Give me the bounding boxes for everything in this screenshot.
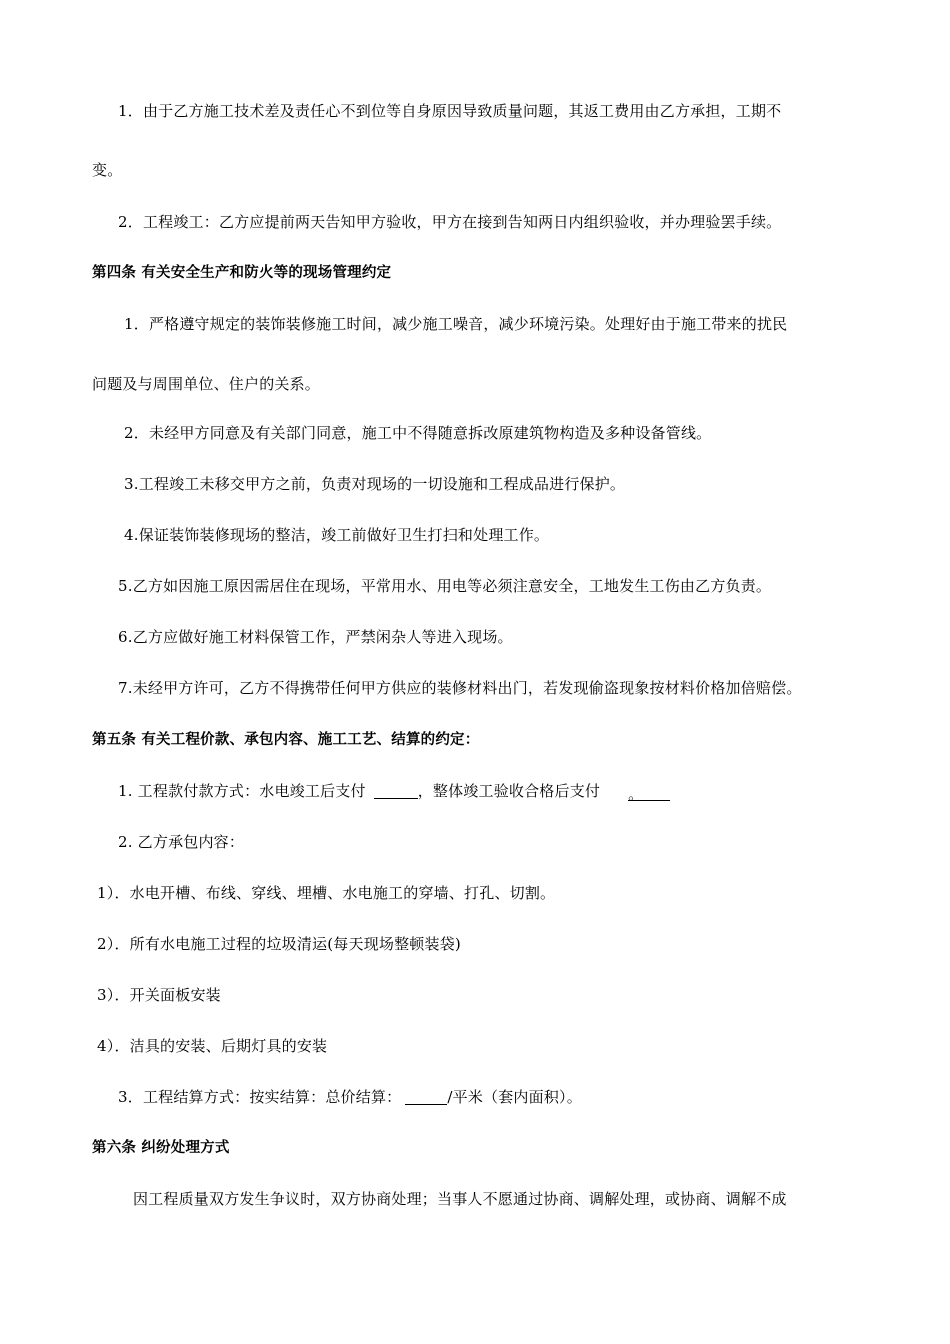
clause-3-item-1-line-1: 1．由于乙方施工技术差及责任心不到位等自身原因导致质量问题，其返工费用由乙方承担，工期不 (118, 102, 782, 120)
clause-5-item-1 (118, 781, 670, 801)
clause-4-item-4: 4.保证装饰装修现场的整洁，竣工前做好卫生打扫和处理工作。 (124, 526, 550, 544)
payment-method-label: 1. 工程款付款方式：水电竣工后支付 (118, 782, 366, 800)
clause-4-heading: 第四条 有关安全生产和防火等的现场管理约定 (92, 265, 392, 281)
clause-4-item-5: 5.乙方如因施工原因需居住在现场，平常用水、用电等必须注意安全，工地发生工伤由乙方负责。 (118, 577, 772, 595)
clause-4-item-2: 2．未经甲方同意及有关部门同意，施工中不得随意拆改原建筑物构造及多种设备管线。 (124, 424, 712, 442)
clause-4-item-7: 7.未经甲方许可，乙方不得携带任何甲方供应的装修材料出门，若发现偷盗现象按材料价格加倍赔偿。 (118, 679, 802, 697)
clause-4-item-1-line-2: 问题及与周围单位、住户的关系。 (92, 375, 321, 393)
clause-4-item-3: 3.工程竣工未移交甲方之前，负责对现场的一切设施和工程成品进行保护。 (124, 475, 626, 493)
clause-6-paragraph-line-1: 因工程质量双方发生争议时，双方协商处理；当事人不愿通过协商、调解处理，或协商、调解不成 (133, 1190, 787, 1208)
clause-5-item-3 (118, 1087, 582, 1107)
clause-4-item-6: 6.乙方应做好施工材料保管工作，严禁闲杂人等进入现场。 (118, 628, 513, 646)
clause-6-heading: 第六条 纠纷处理方式 (92, 1140, 230, 1156)
payment-blank-1[interactable] (374, 782, 418, 799)
clause-5-item-2: 2. 乙方承包内容： (118, 833, 245, 851)
payment-method-text-2: ，整体竣工验收合格后支付 (417, 782, 601, 800)
settlement-unit: /平米（套内面积）。 (447, 1088, 582, 1106)
scope-item-3: 3）．开关面板安装 (97, 986, 221, 1004)
payment-blank-2[interactable] (628, 784, 670, 801)
clause-3-item-1-line-2: 变。 (92, 161, 123, 179)
scope-item-2: 2）．所有水电施工过程的垃圾清运(每天现场整顿装袋) (97, 935, 461, 953)
scope-item-1: 1）．水电开槽、布线、穿线、埋槽、水电施工的穿墙、打孔、切割。 (97, 884, 556, 902)
clause-4-item-1-line-1: 1．严格遵守规定的装饰装修施工时间，减少施工噪音，减少环境污染。处理好由于施工带来的扰民 (124, 315, 788, 333)
period: 。 (628, 785, 644, 803)
clause-3-item-2: 2．工程竣工：乙方应提前两天告知甲方验收，甲方在接到告知两日内组织验收，并办理验罢手续。 (118, 213, 782, 231)
scope-item-4: 4）．洁具的安装、后期灯具的安装 (97, 1037, 328, 1055)
clause-5-heading: 第五条 有关工程价款、承包内容、施工工艺、结算的约定： (92, 732, 480, 748)
settlement-label: 3．工程结算方式：按实结算：总价结算： (118, 1088, 402, 1106)
settlement-blank[interactable] (405, 1088, 447, 1105)
